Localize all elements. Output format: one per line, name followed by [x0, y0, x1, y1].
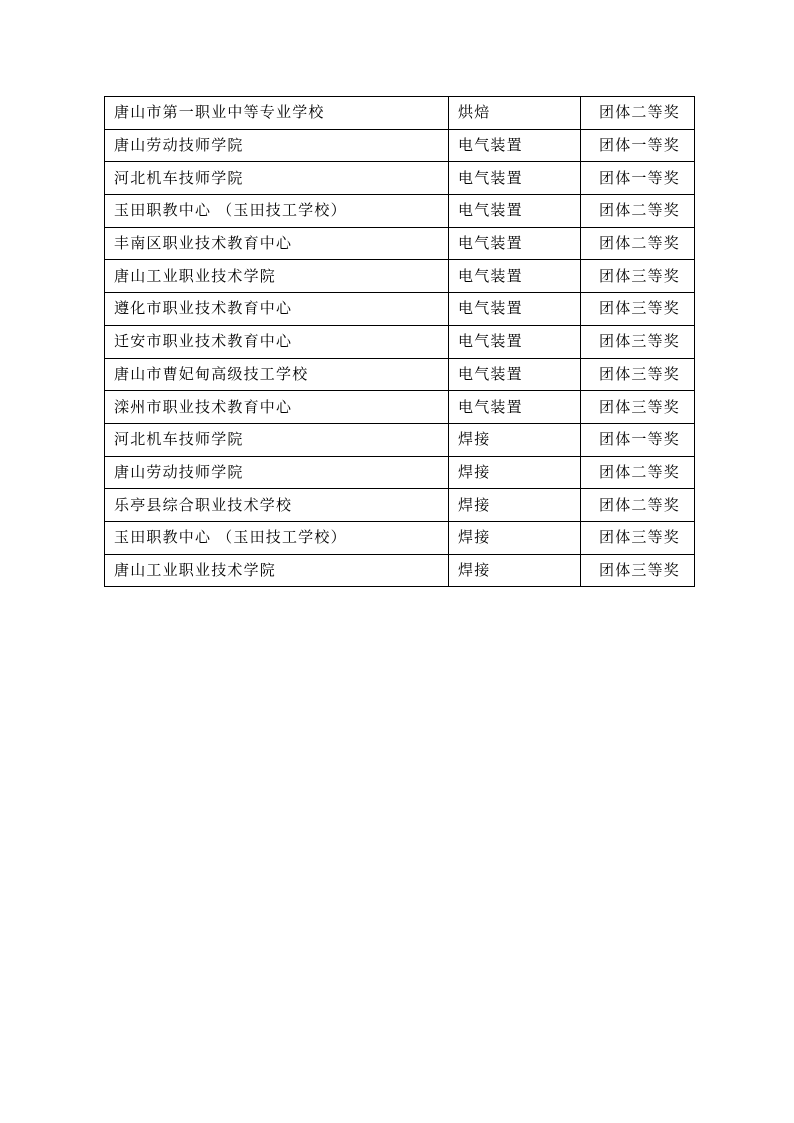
table-row	[105, 489, 695, 522]
school-cell: 唐山劳动技师学院	[105, 456, 449, 489]
award-cell: 团体二等奖	[581, 195, 695, 228]
award-cell: 团体三等奖	[581, 260, 695, 293]
category-cell: 电气装置	[449, 325, 581, 358]
table-row	[105, 391, 695, 424]
award-cell: 团体一等奖	[581, 423, 695, 456]
table-row	[105, 554, 695, 587]
category-cell: 焊接	[449, 456, 581, 489]
school-cell: 乐亭县综合职业技术学校	[105, 489, 449, 522]
awards-table-body	[105, 97, 695, 587]
category-cell: 电气装置	[449, 293, 581, 326]
table-row	[105, 358, 695, 391]
award-cell: 团体二等奖	[581, 97, 695, 130]
school-cell: 遵化市职业技术教育中心	[105, 293, 449, 326]
category-cell: 电气装置	[449, 358, 581, 391]
category-cell: 焊接	[449, 423, 581, 456]
award-cell: 团体二等奖	[581, 456, 695, 489]
category-cell: 焊接	[449, 521, 581, 554]
award-cell: 团体三等奖	[581, 391, 695, 424]
table-row	[105, 521, 695, 554]
school-cell: 迁安市职业技术教育中心	[105, 325, 449, 358]
category-cell: 电气装置	[449, 227, 581, 260]
award-cell: 团体三等奖	[581, 358, 695, 391]
award-cell: 团体三等奖	[581, 521, 695, 554]
table-row	[105, 227, 695, 260]
category-cell: 电气装置	[449, 195, 581, 228]
award-cell: 团体一等奖	[581, 162, 695, 195]
table-row	[105, 97, 695, 130]
award-cell: 团体二等奖	[581, 489, 695, 522]
table-row	[105, 293, 695, 326]
table-row	[105, 162, 695, 195]
school-cell: 玉田职教中心 （玉田技工学校）	[105, 195, 449, 228]
award-cell: 团体三等奖	[581, 554, 695, 587]
category-cell: 焊接	[449, 554, 581, 587]
table-row	[105, 456, 695, 489]
school-cell: 唐山劳动技师学院	[105, 129, 449, 162]
award-cell: 团体二等奖	[581, 227, 695, 260]
school-cell: 河北机车技师学院	[105, 162, 449, 195]
school-cell: 丰南区职业技术教育中心	[105, 227, 449, 260]
category-cell: 焊接	[449, 489, 581, 522]
school-cell: 唐山市第一职业中等专业学校	[105, 97, 449, 130]
award-cell: 团体一等奖	[581, 129, 695, 162]
awards-table	[104, 96, 695, 587]
table-row	[105, 325, 695, 358]
school-cell: 玉田职教中心 （玉田技工学校）	[105, 521, 449, 554]
award-cell: 团体三等奖	[581, 325, 695, 358]
category-cell: 电气装置	[449, 162, 581, 195]
category-cell: 电气装置	[449, 260, 581, 293]
school-cell: 唐山工业职业技术学院	[105, 260, 449, 293]
table-row	[105, 129, 695, 162]
category-cell: 电气装置	[449, 391, 581, 424]
award-cell: 团体三等奖	[581, 293, 695, 326]
table-row	[105, 195, 695, 228]
table-row	[105, 423, 695, 456]
school-cell: 滦州市职业技术教育中心	[105, 391, 449, 424]
category-cell: 烘焙	[449, 97, 581, 130]
table-row	[105, 260, 695, 293]
school-cell: 河北机车技师学院	[105, 423, 449, 456]
school-cell: 唐山工业职业技术学院	[105, 554, 449, 587]
category-cell: 电气装置	[449, 129, 581, 162]
school-cell: 唐山市曹妃甸高级技工学校	[105, 358, 449, 391]
